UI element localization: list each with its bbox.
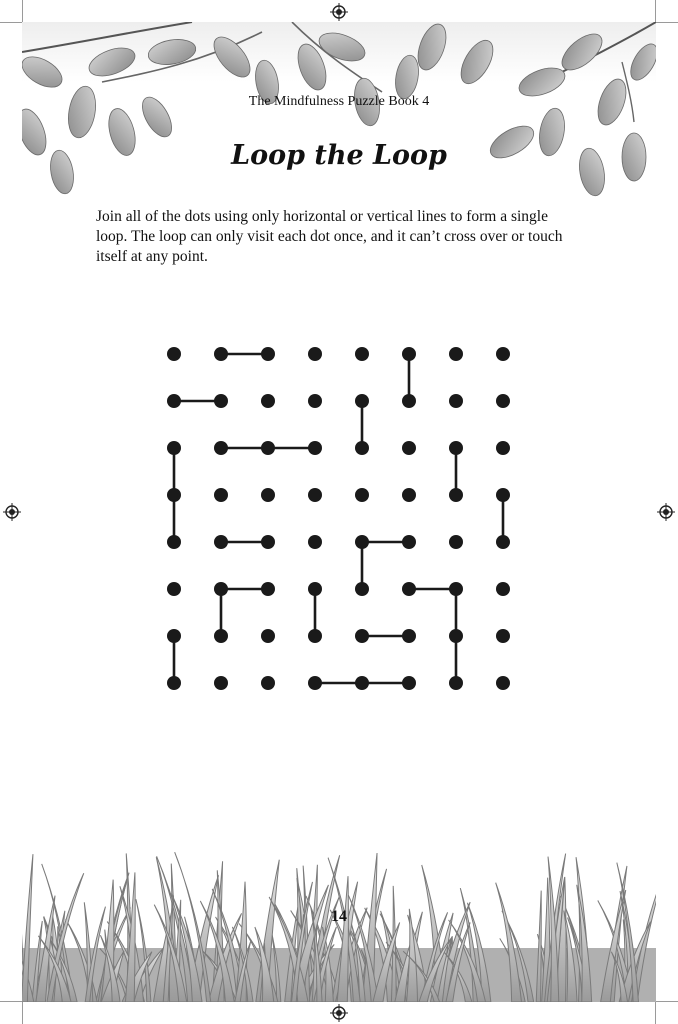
grid-dot[interactable]	[449, 582, 463, 596]
grid-dot[interactable]	[496, 676, 510, 690]
grid-dot[interactable]	[261, 629, 275, 643]
grid-dot[interactable]	[355, 347, 369, 361]
grid-dot[interactable]	[214, 347, 228, 361]
grid-dot[interactable]	[449, 441, 463, 455]
grid-dot[interactable]	[167, 488, 181, 502]
grid-dot[interactable]	[402, 582, 416, 596]
grid-dot[interactable]	[308, 629, 322, 643]
grid-dot[interactable]	[355, 629, 369, 643]
grid-dot[interactable]	[167, 629, 181, 643]
grid-dot[interactable]	[449, 394, 463, 408]
grid-dot[interactable]	[261, 347, 275, 361]
grid-dot[interactable]	[355, 394, 369, 408]
grid-dot[interactable]	[355, 441, 369, 455]
grid-dot[interactable]	[167, 394, 181, 408]
grid-dot[interactable]	[214, 394, 228, 408]
grid-dot[interactable]	[167, 582, 181, 596]
grid-dot[interactable]	[214, 488, 228, 502]
grid-dot[interactable]	[261, 488, 275, 502]
registration-mark-bottom-icon	[330, 1004, 348, 1022]
grid-dot[interactable]	[449, 535, 463, 549]
grid-dot[interactable]	[402, 535, 416, 549]
grid-dot[interactable]	[214, 441, 228, 455]
grid-dot[interactable]	[167, 441, 181, 455]
grid-dot[interactable]	[402, 676, 416, 690]
grid-dot[interactable]	[214, 535, 228, 549]
grid-dot[interactable]	[402, 488, 416, 502]
grid-dot[interactable]	[214, 582, 228, 596]
grid-dot[interactable]	[167, 535, 181, 549]
grid-dot[interactable]	[355, 582, 369, 596]
registration-mark-left-icon	[3, 503, 21, 521]
grid-dot[interactable]	[308, 582, 322, 596]
grid-dot[interactable]	[355, 488, 369, 502]
grid-dot[interactable]	[402, 441, 416, 455]
grid-dot[interactable]	[355, 535, 369, 549]
grid-dot[interactable]	[402, 629, 416, 643]
grid-dot[interactable]	[261, 394, 275, 408]
grid-dot[interactable]	[261, 535, 275, 549]
grid-dot[interactable]	[261, 676, 275, 690]
grid-dot[interactable]	[449, 488, 463, 502]
grid-dot[interactable]	[167, 676, 181, 690]
page-title: Loop the Loop	[231, 140, 447, 171]
grid-dot[interactable]	[402, 394, 416, 408]
grid-dot[interactable]	[261, 582, 275, 596]
grid-dot[interactable]	[496, 347, 510, 361]
grid-dot[interactable]	[355, 676, 369, 690]
grid-dot[interactable]	[449, 629, 463, 643]
dot-grid-puzzle[interactable]	[150, 330, 530, 710]
grid-dot[interactable]	[261, 441, 275, 455]
grid-dot[interactable]	[496, 441, 510, 455]
grid-dot[interactable]	[496, 535, 510, 549]
grid-dot[interactable]	[308, 535, 322, 549]
registration-mark-right-icon	[657, 503, 675, 521]
grid-dot[interactable]	[308, 394, 322, 408]
page-number: 14	[331, 908, 347, 925]
grid-dot[interactable]	[167, 347, 181, 361]
grid-dot[interactable]	[214, 629, 228, 643]
grid-dot[interactable]	[308, 441, 322, 455]
grid-dot[interactable]	[496, 582, 510, 596]
grid-dot[interactable]	[496, 629, 510, 643]
grid-dot[interactable]	[496, 394, 510, 408]
grid-dot[interactable]	[308, 488, 322, 502]
grass-blade	[125, 872, 135, 1002]
grid-dot[interactable]	[449, 676, 463, 690]
grid-dot[interactable]	[214, 676, 228, 690]
grid-dot[interactable]	[308, 347, 322, 361]
grid-dot[interactable]	[402, 347, 416, 361]
puzzle-instructions: Join all of the dots using only horizontal or vertical lines to form a single loop. The loop can only visit each dot once, and it can’t cross over or touch itself at any point.	[96, 208, 563, 265]
running-head: The Mindfulness Puzzle Book 4	[248, 94, 430, 109]
grid-dot[interactable]	[496, 488, 510, 502]
grid-dot[interactable]	[308, 676, 322, 690]
registration-mark-top-icon	[330, 3, 348, 21]
leaf-branches-illustration	[22, 22, 656, 198]
grid-dot[interactable]	[449, 347, 463, 361]
